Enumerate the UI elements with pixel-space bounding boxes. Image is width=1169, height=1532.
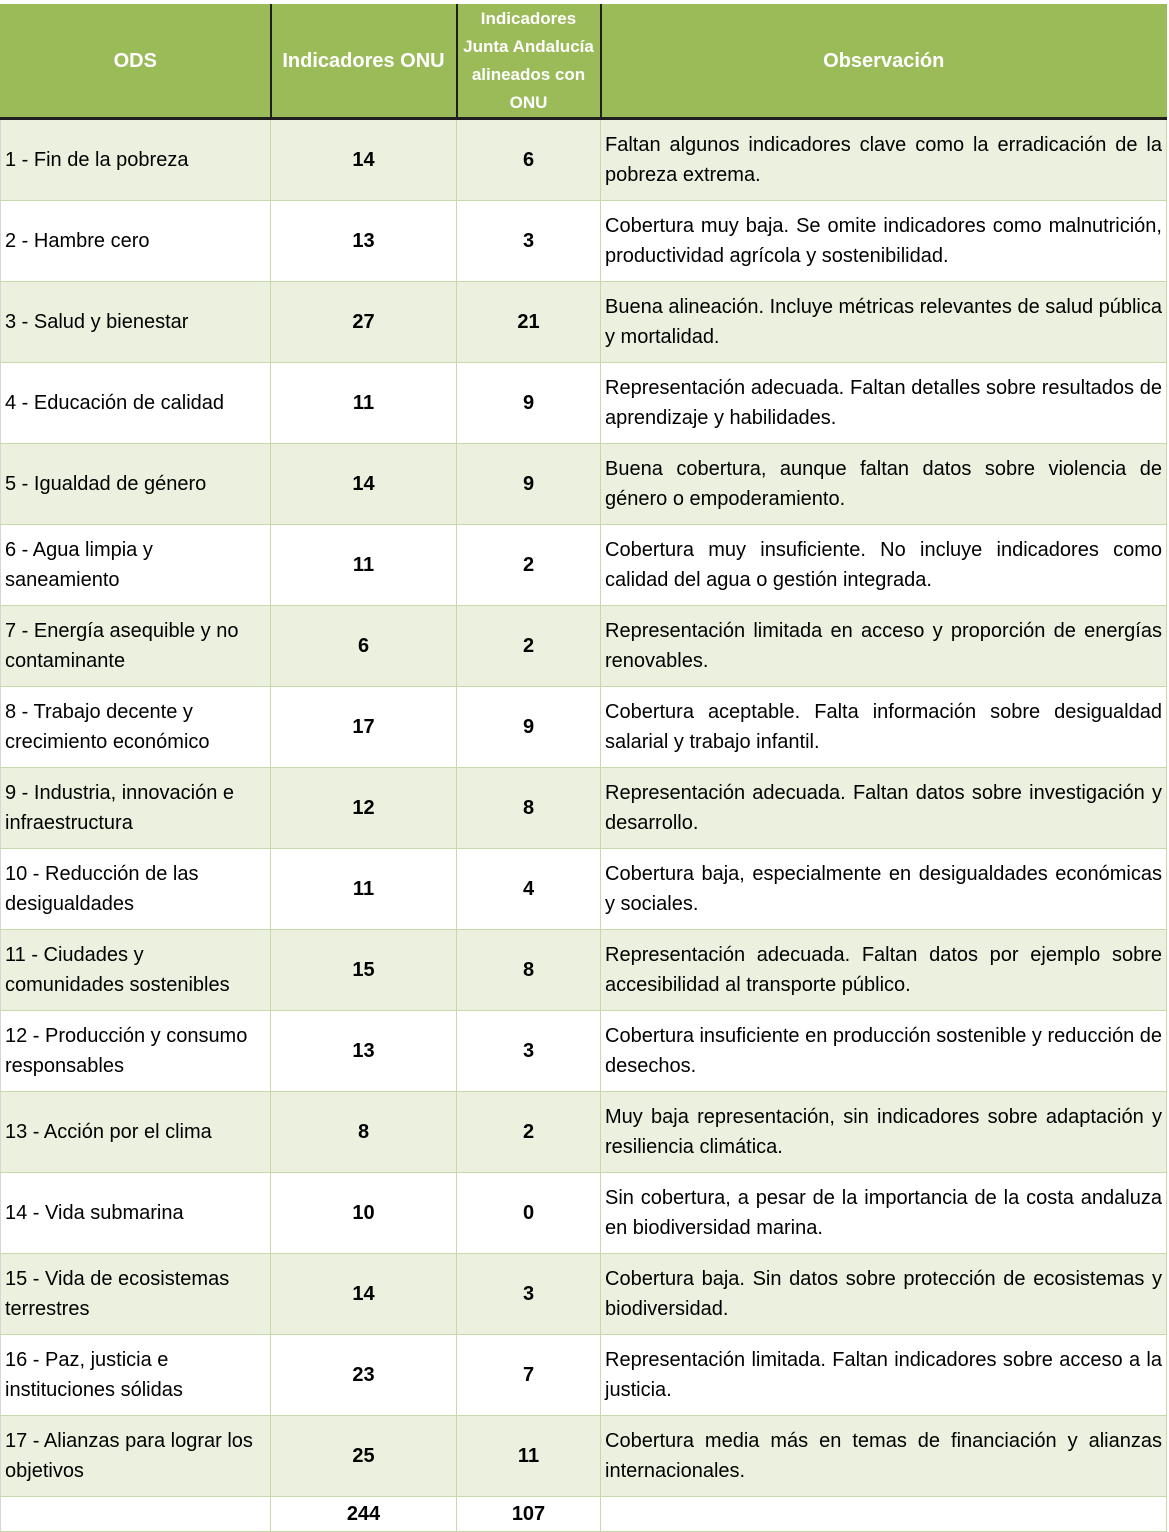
ods-indicators-table [0, 4, 1167, 1532]
header-indicadores-onu: Indicadores ONU [271, 5, 457, 119]
indicadores-junta-cell: 3 [457, 1011, 601, 1092]
indicadores-onu-cell: 14 [271, 444, 457, 525]
observacion-cell: Representación adecuada. Faltan datos por ejemplo sobre accesibilidad al transporte público. [601, 930, 1167, 1011]
table-row [1, 768, 1167, 849]
totals-observacion-cell [601, 1497, 1167, 1532]
observacion-cell: Sin cobertura, a pesar de la importancia de la costa andaluza en biodiversidad marina. [601, 1173, 1167, 1254]
observacion-cell: Cobertura aceptable. Falta información sobre desigualdad salarial y trabajo infantil. [601, 687, 1167, 768]
indicadores-onu-cell: 13 [271, 1011, 457, 1092]
table-row [1, 119, 1167, 201]
table-header [1, 5, 1167, 119]
table-row [1, 363, 1167, 444]
observacion-cell: Cobertura baja. Sin datos sobre protección de ecosistemas y biodiversidad. [601, 1254, 1167, 1335]
indicadores-onu-cell: 23 [271, 1335, 457, 1416]
indicadores-junta-cell: 3 [457, 1254, 601, 1335]
indicadores-onu-cell: 27 [271, 282, 457, 363]
indicadores-onu-cell: 10 [271, 1173, 457, 1254]
table-row [1, 1416, 1167, 1497]
table-row [1, 1173, 1167, 1254]
indicadores-junta-cell: 21 [457, 282, 601, 363]
observacion-cell: Buena cobertura, aunque faltan datos sobre violencia de género o empoderamiento. [601, 444, 1167, 525]
ods-cell: 9 - Industria, innovación e infraestructura [1, 768, 271, 849]
totals-row [1, 1497, 1167, 1532]
table-row [1, 849, 1167, 930]
table-row [1, 606, 1167, 687]
header-row [1, 5, 1167, 119]
ods-cell: 8 - Trabajo decente y crecimiento económico [1, 687, 271, 768]
table-row [1, 930, 1167, 1011]
ods-cell: 15 - Vida de ecosistemas terrestres [1, 1254, 271, 1335]
table-row [1, 444, 1167, 525]
ods-cell: 16 - Paz, justicia e instituciones sólidas [1, 1335, 271, 1416]
indicadores-junta-cell: 0 [457, 1173, 601, 1254]
table-row [1, 201, 1167, 282]
indicadores-junta-cell: 6 [457, 119, 601, 201]
indicadores-junta-cell: 3 [457, 201, 601, 282]
indicadores-onu-cell: 17 [271, 687, 457, 768]
header-indicadores-junta: Indicadores Junta Andalucía alineados con ONU [457, 5, 601, 119]
indicadores-junta-cell: 9 [457, 444, 601, 525]
indicadores-onu-cell: 12 [271, 768, 457, 849]
observacion-cell: Muy baja representación, sin indicadores sobre adaptación y resiliencia climática. [601, 1092, 1167, 1173]
observacion-cell: Cobertura baja, especialmente en desigualdades económicas y sociales. [601, 849, 1167, 930]
indicadores-onu-cell: 13 [271, 201, 457, 282]
indicadores-onu-cell: 14 [271, 1254, 457, 1335]
indicadores-onu-cell: 25 [271, 1416, 457, 1497]
total-indicadores-onu: 244 [271, 1497, 457, 1532]
indicadores-onu-cell: 11 [271, 849, 457, 930]
ods-cell: 6 - Agua limpia y saneamiento [1, 525, 271, 606]
ods-cell: 4 - Educación de calidad [1, 363, 271, 444]
indicadores-onu-cell: 11 [271, 525, 457, 606]
observacion-cell: Representación limitada. Faltan indicadores sobre acceso a la justicia. [601, 1335, 1167, 1416]
indicadores-onu-cell: 11 [271, 363, 457, 444]
header-observacion: Observación [601, 5, 1167, 119]
header-ods: ODS [1, 5, 271, 119]
table-row [1, 1092, 1167, 1173]
observacion-cell: Representación limitada en acceso y proporción de energías renovables. [601, 606, 1167, 687]
table-body [1, 119, 1167, 1532]
indicadores-junta-cell: 2 [457, 606, 601, 687]
observacion-cell: Cobertura muy insuficiente. No incluye indicadores como calidad del agua o gestión integrada. [601, 525, 1167, 606]
indicadores-onu-cell: 15 [271, 930, 457, 1011]
ods-cell: 17 - Alianzas para lograr los objetivos [1, 1416, 271, 1497]
indicadores-onu-cell: 14 [271, 119, 457, 201]
table-row [1, 282, 1167, 363]
indicadores-onu-cell: 6 [271, 606, 457, 687]
ods-cell: 7 - Energía asequible y no contaminante [1, 606, 271, 687]
table-row [1, 525, 1167, 606]
observacion-cell: Representación adecuada. Faltan datos sobre investigación y desarrollo. [601, 768, 1167, 849]
table-row [1, 1254, 1167, 1335]
observacion-cell: Buena alineación. Incluye métricas relevantes de salud pública y mortalidad. [601, 282, 1167, 363]
indicadores-junta-cell: 4 [457, 849, 601, 930]
ods-cell: 13 - Acción por el clima [1, 1092, 271, 1173]
ods-cell: 5 - Igualdad de género [1, 444, 271, 525]
observacion-cell: Faltan algunos indicadores clave como la erradicación de la pobreza extrema. [601, 119, 1167, 201]
ods-cell: 10 - Reducción de las desigualdades [1, 849, 271, 930]
observacion-cell: Cobertura media más en temas de financiación y alianzas internacionales. [601, 1416, 1167, 1497]
indicadores-junta-cell: 2 [457, 1092, 601, 1173]
observacion-cell: Cobertura insuficiente en producción sostenible y reducción de desechos. [601, 1011, 1167, 1092]
ods-cell: 11 - Ciudades y comunidades sostenibles [1, 930, 271, 1011]
indicadores-junta-cell: 8 [457, 930, 601, 1011]
table-row [1, 1011, 1167, 1092]
observacion-cell: Representación adecuada. Faltan detalles sobre resultados de aprendizaje y habilidades. [601, 363, 1167, 444]
indicadores-onu-cell: 8 [271, 1092, 457, 1173]
observacion-cell: Cobertura muy baja. Se omite indicadores como malnutrición, productividad agrícola y sostenibilidad. [601, 201, 1167, 282]
indicadores-junta-cell: 11 [457, 1416, 601, 1497]
table-row [1, 687, 1167, 768]
total-indicadores-junta: 107 [457, 1497, 601, 1532]
totals-label-cell [1, 1497, 271, 1532]
indicadores-junta-cell: 8 [457, 768, 601, 849]
ods-cell: 14 - Vida submarina [1, 1173, 271, 1254]
ods-cell: 12 - Producción y consumo responsables [1, 1011, 271, 1092]
indicadores-junta-cell: 7 [457, 1335, 601, 1416]
ods-cell: 3 - Salud y bienestar [1, 282, 271, 363]
indicadores-junta-cell: 9 [457, 687, 601, 768]
ods-cell: 1 - Fin de la pobreza [1, 119, 271, 201]
table-row [1, 1335, 1167, 1416]
indicadores-junta-cell: 2 [457, 525, 601, 606]
ods-cell: 2 - Hambre cero [1, 201, 271, 282]
indicadores-junta-cell: 9 [457, 363, 601, 444]
